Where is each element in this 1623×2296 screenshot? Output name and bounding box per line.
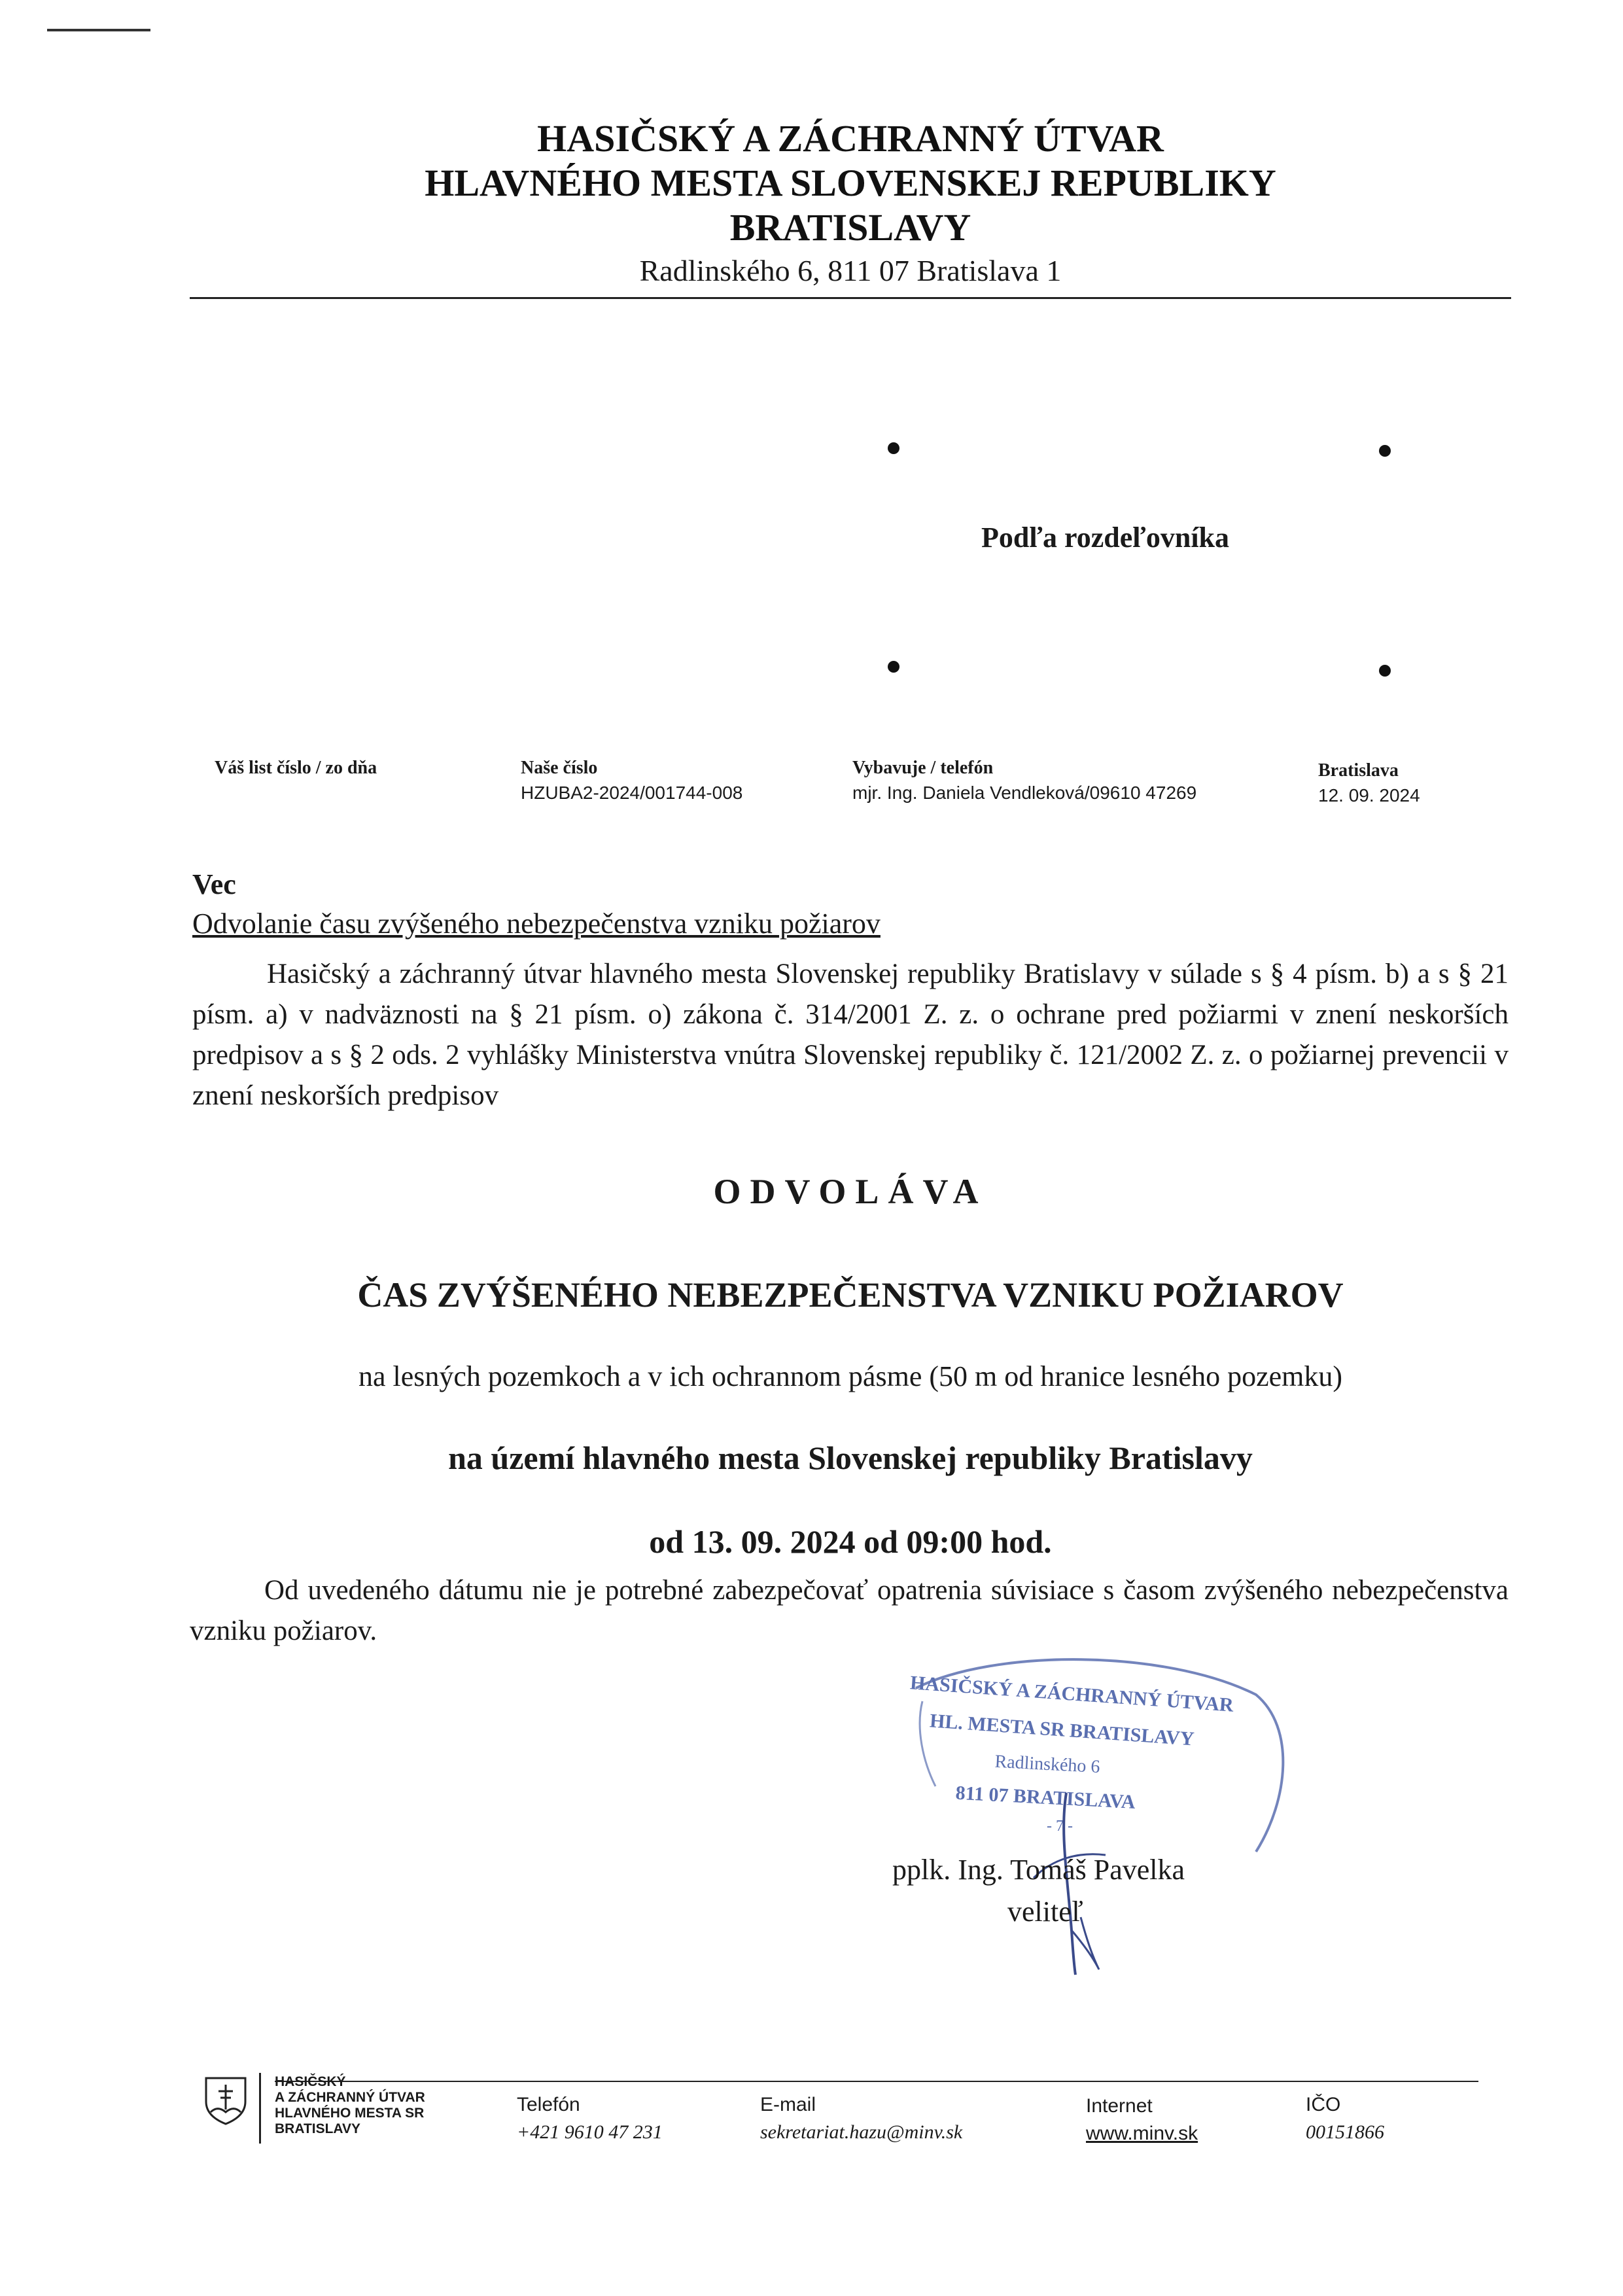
address-window-corner-mark (888, 661, 899, 673)
footer-org-line2: A ZÁCHRANNÝ ÚTVAR (275, 2090, 425, 2105)
ref-our-number-value: HZUBA2-2024/001744-008 (521, 783, 743, 803)
ref-your-letter (215, 758, 377, 779)
stamp-line-2: HL. MESTA SR BRATISLAVY (929, 1710, 1195, 1750)
recipient: Podľa rozdeľovníka (981, 521, 1230, 554)
body-paragraph-1: Hasičský a záchranný útvar hlavného mesta Slovenskej republiky Bratislavy v súlade s § 4 písm. b) a s § 21 písm. a) v nadväznosti na § 21 písm. o) zákona č. 314/2001 Z. z. o ochrane pred požiarmi v znení neskorších predpisov a s § 2 ods. 2 vyhlášky Ministerstva vnútra Slovenskej republiky č. 121/2002 Z. z. o požiarnej prevencii v znení neskorších predpisov (192, 959, 1509, 1111)
ref-handled-by-label: Vybavuje / telefón (852, 758, 994, 778)
scan-artifact-line (47, 29, 150, 31)
footer-phone (517, 2094, 663, 2144)
ref-your-letter-label: Váš list číslo / zo dňa (215, 758, 377, 778)
footer-vertical-divider (259, 2073, 261, 2144)
signer-name: pplk. Ing. Tomáš Pavelka (892, 1854, 1185, 1886)
letterhead-org-line3: BRATISLAVY (729, 206, 971, 249)
coat-of-arms-icon (203, 2075, 249, 2125)
decision-date: od 13. 09. 2024 od 09:00 hod. (649, 1523, 1052, 1560)
letterhead-org-line1: HASIČSKÝ A ZÁCHRANNÝ ÚTVAR (537, 117, 1164, 160)
stamp-line-5: - 7 - (1047, 1818, 1073, 1835)
signer-title: veliteľ (1007, 1896, 1083, 1928)
decision-scope: na lesných pozemkoch a v ich ochrannom pásme (50 m od hranice lesného pozemku) (358, 1360, 1343, 1392)
ref-place-label: Bratislava (1318, 760, 1399, 781)
footer-phone-label: Telefón (517, 2094, 580, 2115)
footer-divider (275, 2081, 1478, 2082)
subject-text: Odvolanie času zvýšeného nebezpečenstva vzniku požiarov (192, 908, 881, 940)
letterhead-org-line2: HLAVNÉHO MESTA SLOVENSKEJ REPUBLIKY (425, 162, 1276, 204)
address-window-corner-mark (888, 442, 899, 454)
footer-phone-value: +421 9610 47 231 (517, 2121, 663, 2143)
footer-email (760, 2094, 962, 2144)
ref-handled-by (852, 758, 1196, 804)
stamp-line-4: 811 07 BRATISLAVA (954, 1782, 1136, 1813)
stamp-line-1: HASIČSKÝ A ZÁCHRANNÝ ÚTVAR (909, 1672, 1234, 1716)
footer-org-line4: BRATISLAVY (275, 2121, 361, 2136)
ref-our-number-label: Naše číslo (521, 758, 598, 778)
footer-org-line1: HASIČSKÝ (275, 2074, 346, 2089)
subject-label: Vec (192, 868, 236, 900)
footer-ico-label: IČO (1306, 2094, 1341, 2115)
decision-block (190, 1171, 1511, 1561)
footer-org-name (275, 2074, 425, 2137)
ref-our-number (521, 758, 742, 804)
footer-org-line3: HLAVNÉHO MESTA SR (275, 2106, 425, 2121)
footer-ico-value: 00151866 (1306, 2121, 1384, 2143)
address-window-corner-mark (1379, 445, 1391, 457)
decision-territory: na území hlavného mesta Slovenskej republiky Bratislavy (448, 1439, 1253, 1476)
ref-place-date (1318, 760, 1420, 806)
decision-title: ČAS ZVÝŠENÉHO NEBEZPEČENSTVA VZNIKU POŽIAROV (357, 1275, 1344, 1315)
footer-internet-link[interactable]: www.minv.sk (1086, 2123, 1198, 2144)
footer-ico (1306, 2094, 1384, 2144)
footer-internet-label: Internet (1086, 2095, 1153, 2117)
letterhead-divider (190, 297, 1511, 299)
letterhead-address: Radlinského 6, 811 07 Bratislava 1 (639, 254, 1062, 287)
footer-internet (1086, 2095, 1198, 2145)
address-window-corner-mark (1379, 665, 1391, 677)
decision-verb: ODVOLÁVA (713, 1172, 988, 1211)
footer-email-value[interactable]: sekretariat.hazu@minv.sk (760, 2121, 963, 2143)
ref-date-value: 12. 09. 2024 (1318, 785, 1420, 805)
letterhead (190, 116, 1511, 291)
footer-email-label: E-mail (760, 2094, 816, 2115)
body-paragraph-2: Od uvedeného dátumu nie je potrebné zabezpečovať opatrenia súvisiace s časom zvýšeného nebezpečenstva vzniku požiarov. (190, 1575, 1509, 1646)
stamp-line-3: Radlinského 6 (994, 1751, 1101, 1778)
ref-handled-by-value: mjr. Ing. Daniela Vendleková/09610 47269 (852, 783, 1197, 803)
